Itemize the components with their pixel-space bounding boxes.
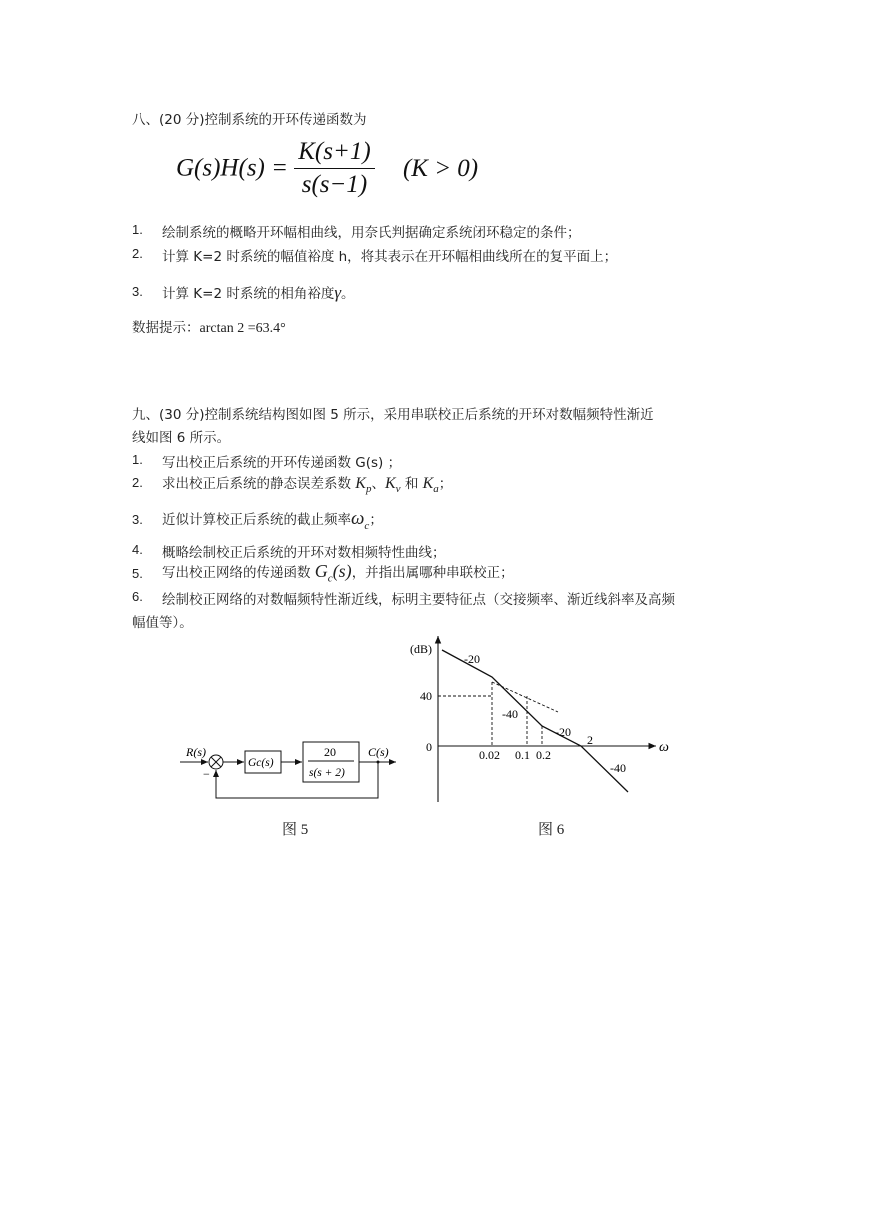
q8-formula-numerator: K(s+1) [294,138,374,169]
q9-item-2-text [162,472,452,495]
fig6-x-symbol: ω [659,740,669,755]
fig5-plant-denominator: s(s + 2) [309,767,345,779]
fig6-caption: 图 6 [538,822,565,838]
fig5-controller-label: Gc(s) [248,757,274,769]
q9-item-3-text [162,508,383,532]
fig6-slope-label-4: -40 [610,761,626,775]
q8-item-3-text [162,282,355,303]
q8-item-3-label: 计算 K=2 时系统的相角裕度 [162,286,335,302]
q9-heading-line1: 九、(30 分)控制系统结构图如图 5 所示，采用串联校正后系统的开环对数幅频特性渐近 [132,407,654,423]
fig6-x-tick-002: 0.02 [479,748,500,762]
q9-item-1-number: 1. [132,452,143,467]
q9-item-6-line2: 幅值等）。 [132,615,193,631]
fig5-input-label: R(s) [186,745,206,759]
q9-item-2-sep1: 、 [371,476,385,492]
q8-formula-condition: (K > 0) [402,154,479,182]
q8-item-3-number: 3. [132,284,143,299]
q8-formula-lhs: G(s)H(s) = [176,154,288,182]
omega-c-symbol: $\omega_c$ [351,508,370,532]
q9-item-2-label: 求出校正后系统的静态误差系数 [162,476,356,492]
q9-item-2-sep2: 和 [400,476,423,492]
q9-item-1-text: 写出校正后系统的开环传递函数 G(s) ； [162,455,402,471]
q9-item-4-number: 4. [132,542,143,557]
q9-item-5-number: 5. [132,566,143,581]
q9-item-2-tail: ； [438,476,453,492]
ka-symbol: $K_a$ [422,475,439,496]
fig5-output-label: C(s) [368,745,389,759]
q8-hint [132,316,286,337]
q9-heading-line2: 线如图 6 所示。 [132,430,231,446]
gc-symbol: $G_c$ [314,561,333,585]
q8-heading: 八、(20 分)控制系统的开环传递函数为 [132,112,367,128]
q9-item-4-text: 概略绘制校正后系统的开环对数相频特性曲线； [162,545,446,561]
q8-transfer-function [176,138,478,199]
kv-symbol: $K_v$ [384,475,401,496]
q8-item-1-number: 1. [132,222,143,237]
q9-item-3-number: 3. [132,512,143,527]
fig6-slope-label-2: -40 [502,707,518,721]
fig5-plant-numerator: 20 [324,745,336,759]
q8-formula-denominator: s(s−1) [301,171,368,198]
fig6-slope-label-3: -20 [555,725,571,739]
fig5-minus-sign: − [203,767,210,781]
q8-item-2-text: 计算 K=2 时系统的幅值裕度 h，将其表示在开环幅相曲线所在的复平面上； [162,249,618,265]
fig6-y-tick-40: 40 [420,689,432,703]
q9-item-5-tail: ，并指出属哪种串联校正； [351,565,514,581]
fig5-caption: 图 5 [282,822,309,838]
q8-formula-fraction [294,138,374,199]
q8-hint-prefix: 数据提示： [132,320,200,336]
fig6-y-unit: (dB) [410,642,432,656]
fig6-y-tick-0: 0 [426,740,432,754]
q9-item-6-number: 6. [132,589,143,604]
q9-item-2-number: 2. [132,475,143,490]
q9-item-5-text [162,561,514,585]
q9-item-3-label: 近似计算校正后系统的截止频率 [162,512,351,528]
fig6-asymptote [442,650,628,792]
q9-item-5-label: 写出校正网络的传递函数 [162,565,315,581]
q8-hint-value: arctan 2 =63.4° [199,321,286,336]
q8-item-3-tail: 。 [341,286,355,302]
kp-symbol: $K_p$ [355,475,372,496]
fig6-x-tick-02: 0.2 [536,748,551,762]
fig6-x-tick-01: 0.1 [515,748,530,762]
gc-argument: (s) [332,561,352,581]
fig6-x-tick-2: 2 [587,733,593,747]
q8-item-2-number: 2. [132,246,143,261]
q9-item-6-line1: 绘制校正网络的对数幅频特性渐近线，标明主要特征点（交接频率、渐近线斜率及高频 [162,592,675,608]
fig6-slope-label-1: -20 [464,652,480,666]
fig6-bode-plot [400,630,680,810]
q8-item-1-text: 绘制系统的概略开环幅相曲线，用奈氏判据确定系统闭环稳定的条件； [162,225,581,241]
fig5-block-diagram [170,730,410,810]
q9-item-3-tail: ； [369,512,383,528]
gamma-symbol: γ [334,283,342,302]
